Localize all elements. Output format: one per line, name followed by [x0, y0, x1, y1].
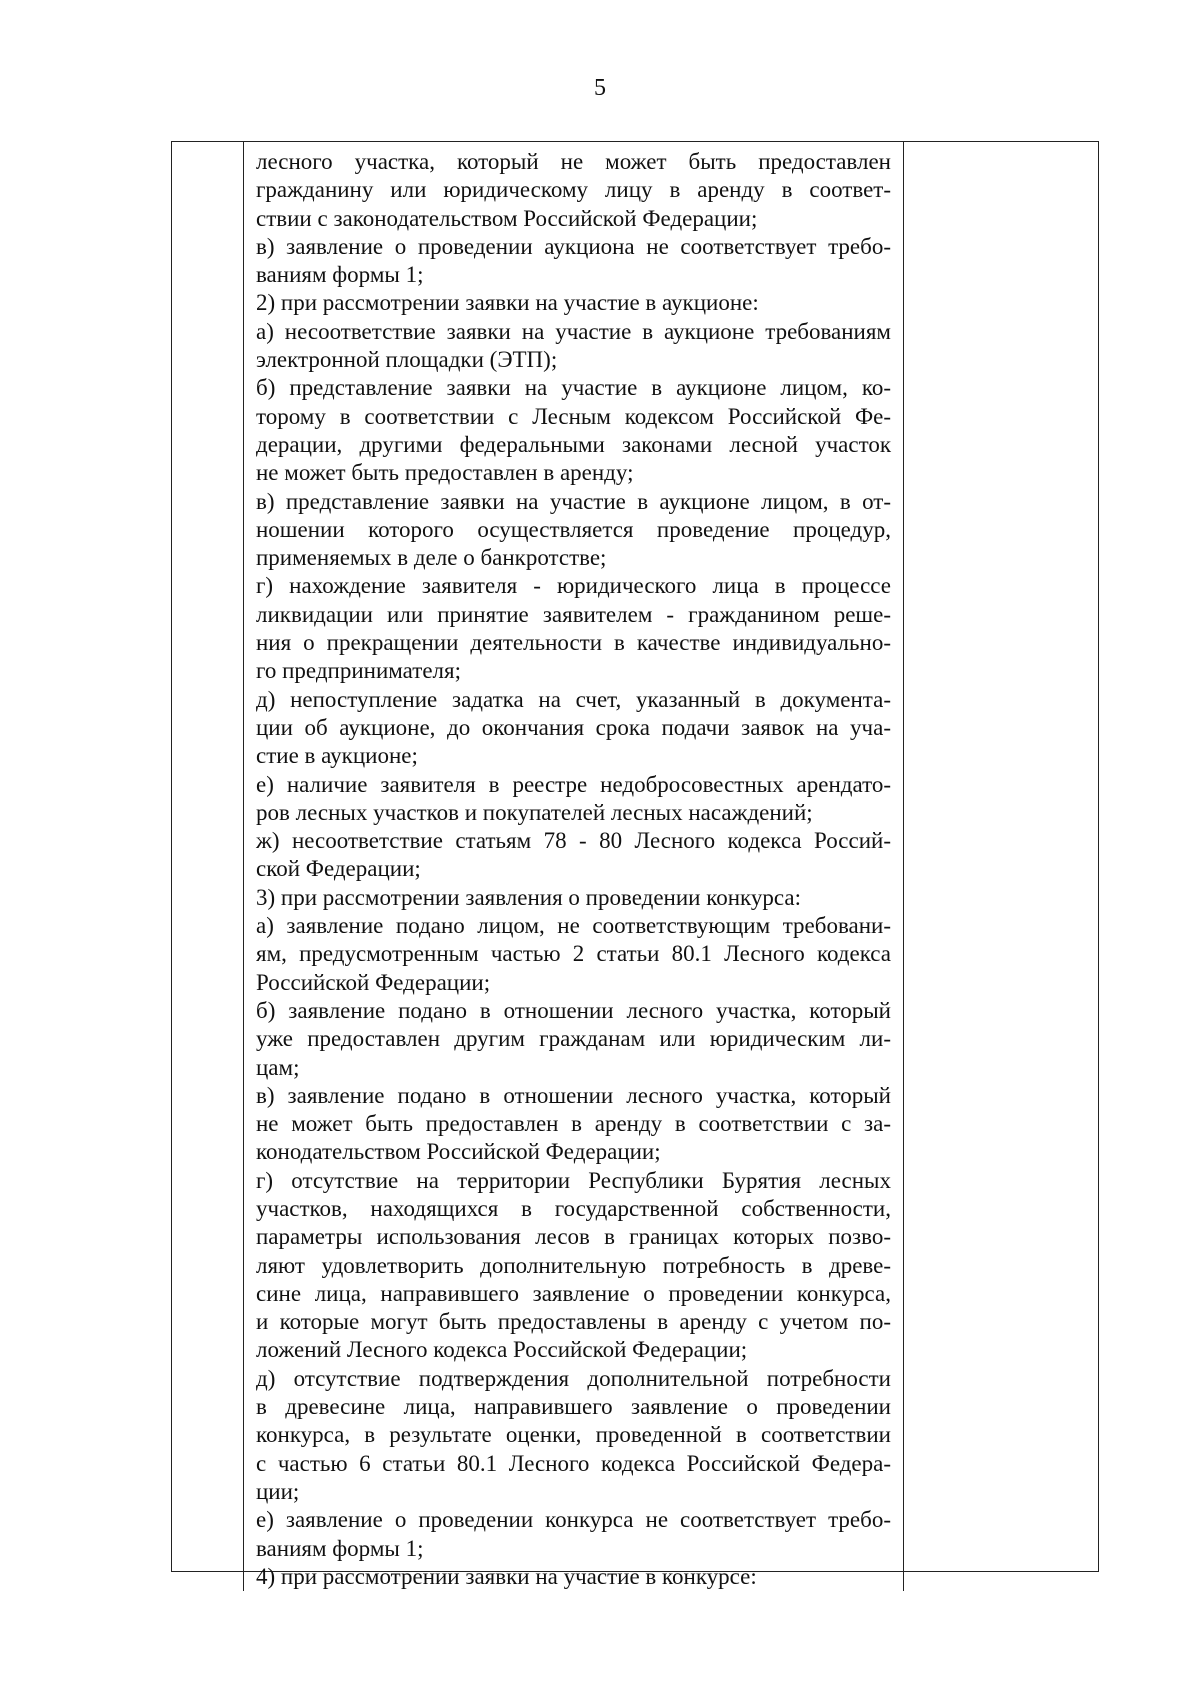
text-line: ляют удовлетворить дополнительную потребность в древе- — [256, 1252, 891, 1278]
text-line: ваниям формы 1; — [256, 262, 424, 288]
text-line: сине лица, направившего заявление о проведении конкурса, — [256, 1280, 891, 1306]
document-table — [171, 141, 1099, 1589]
text-line: с частью 6 статьи 80.1 Лесного кодекса Российской Федера- — [256, 1450, 891, 1476]
text-line: и которые могут быть предоставлены в аренду с учетом по- — [256, 1309, 891, 1335]
text-line: б) представление заявки на участие в аукционе лицом, ко- — [256, 375, 891, 401]
text-line: применяемых в деле о банкротстве; — [256, 545, 607, 571]
text-line: участков, находящихся в государственной собственности, — [256, 1195, 891, 1221]
table-cell-notes-column — [904, 142, 1098, 1591]
text-line: а) несоответствие заявки на участие в аукционе требованиям — [256, 318, 891, 344]
text-line: а) заявление подано лицом, не соответствующим требовани- — [256, 913, 891, 939]
text-line: лесного участка, который не может быть предоставлен — [256, 149, 891, 174]
text-line: ствии с законодательством Российской Федерации; — [256, 205, 758, 231]
text-line: ложений Лесного кодекса Российской Федерации; — [256, 1337, 748, 1363]
text-line: гражданину или юридическому лицу в аренду в соответ- — [256, 177, 891, 203]
text-line: ции об аукционе, до окончания срока подачи заявок на уча- — [256, 714, 891, 740]
table-cell-number-column — [172, 142, 244, 1591]
text-line: г) нахождение заявителя - юридического лица в процессе — [256, 573, 891, 599]
text-line: е) заявление о проведении конкурса не соответствует требо- — [256, 1507, 891, 1533]
text-line: в) представление заявки на участие в аукционе лицом, в от- — [256, 488, 891, 514]
text-line: дерации, другими федеральными законами лесной участок — [256, 431, 891, 457]
text-line: д) отсутствие подтверждения дополнительной потребности — [256, 1365, 891, 1391]
text-line: в) заявление подано в отношении лесного участка, который — [256, 1082, 891, 1108]
text-line: цам; — [256, 1054, 300, 1080]
text-line: не может быть предоставлен в аренду; — [256, 460, 634, 486]
text-line: уже предоставлен другим гражданам или юридическим ли- — [256, 1026, 891, 1052]
text-line: го предпринимателя; — [256, 658, 461, 684]
text-line: параметры использования лесов в границах которых позво- — [256, 1224, 891, 1250]
text-line: г) отсутствие на территории Республики Бурятия лесных — [256, 1167, 891, 1193]
text-line: ваниям формы 1; — [256, 1535, 424, 1561]
text-line: ям, предусмотренным частью 2 статьи 80.1 Лесного кодекса — [256, 941, 891, 967]
text-line: ношении которого осуществляется проведение процедур, — [256, 516, 891, 542]
text-line: не может быть предоставлен в аренду в соответствии с за- — [256, 1111, 891, 1137]
text-line: д) непоступление задатка на счет, указанный в документа- — [256, 686, 891, 712]
text-line: ции; — [256, 1478, 300, 1504]
text-line: в) заявление о проведении аукциона не соответствует требо- — [256, 233, 891, 259]
text-line: е) наличие заявителя в реестре недобросовестных арендато- — [256, 771, 891, 797]
text-line: ской Федерации; — [256, 856, 421, 882]
text-line: ния о прекращении деятельности в качестве индивидуально- — [256, 630, 891, 656]
text-line: ж) несоответствие статьям 78 - 80 Лесного кодекса Россий- — [256, 828, 891, 854]
text-line: ров лесных участков и покупателей лесных насаждений; — [256, 799, 813, 825]
text-line: конодательством Российской Федерации; — [256, 1139, 661, 1165]
text-line: 2) при рассмотрении заявки на участие в аукционе: — [256, 290, 759, 316]
text-line: 3) при рассмотрении заявления о проведении конкурса: — [256, 884, 801, 910]
text-line: б) заявление подано в отношении лесного участка, который — [256, 997, 891, 1023]
text-line: торому в соответствии с Лесным кодексом Российской Фе- — [256, 403, 891, 429]
table-cell-text-column — [244, 142, 904, 1591]
text-line: стие в аукционе; — [256, 743, 418, 769]
page-number: 5 — [594, 75, 606, 101]
text-line: конкурса, в результате оценки, проведенной в соответствии — [256, 1422, 891, 1448]
text-line: ликвидации или принятие заявителем - гражданином реше- — [256, 601, 891, 627]
text-line: 4) при рассмотрении заявки на участие в конкурсе: — [256, 1563, 757, 1589]
text-line: Российской Федерации; — [256, 969, 491, 995]
text-line: в древесине лица, направившего заявление о проведении — [256, 1394, 891, 1420]
text-line: электронной площадки (ЭТП); — [256, 347, 558, 373]
